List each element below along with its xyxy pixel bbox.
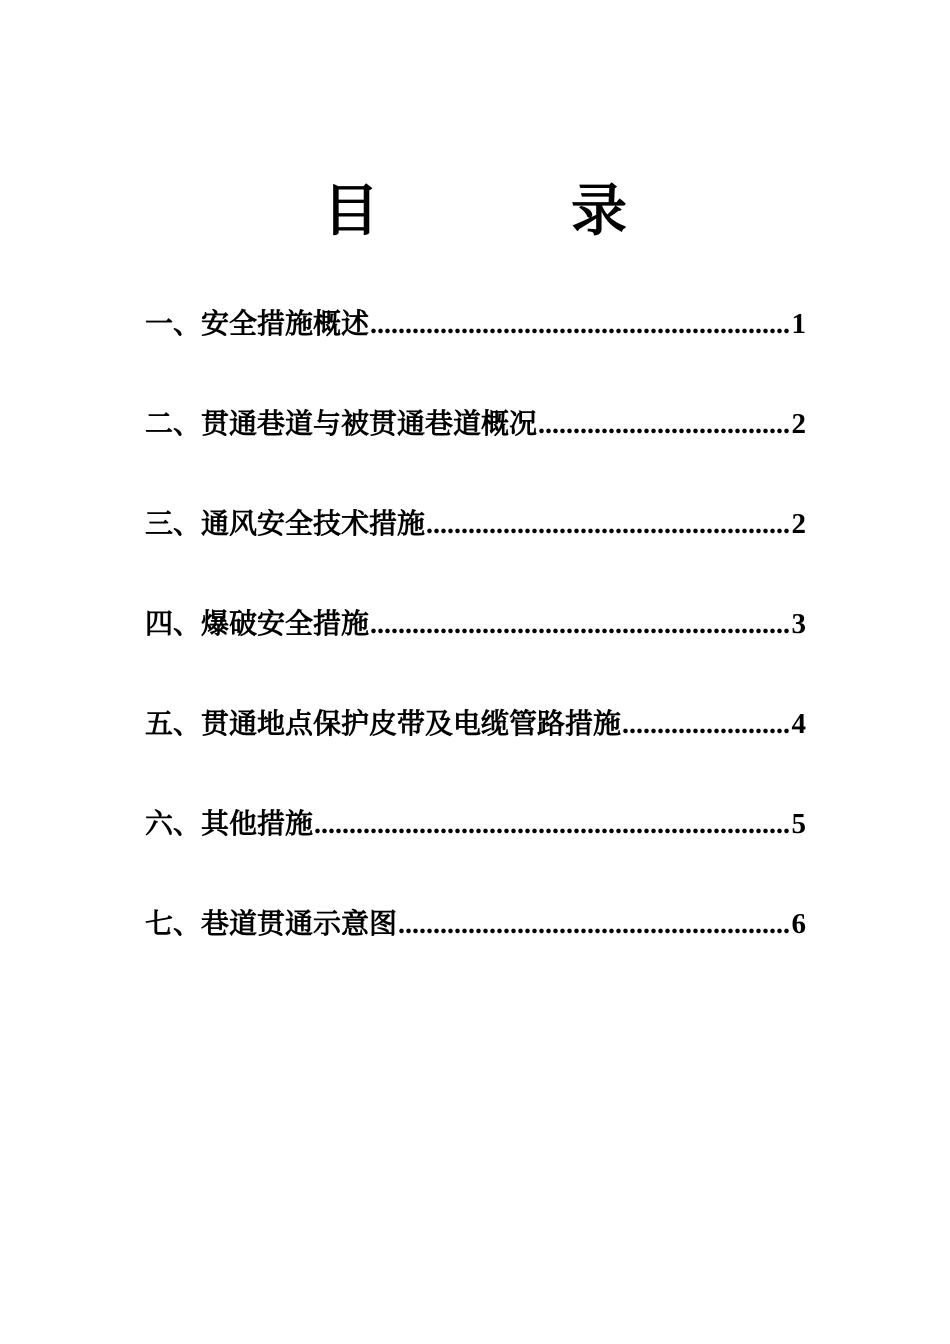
toc-dot-leader — [426, 503, 790, 547]
toc-entry-number: 五 — [145, 707, 174, 740]
toc-dot-leader — [398, 903, 790, 947]
toc-title: 目 录 — [323, 178, 695, 244]
toc-entry-title: 爆破安全措施 — [201, 607, 370, 640]
toc-entry-page: 3 — [791, 608, 806, 640]
toc-entry[interactable] — [145, 602, 806, 702]
toc-entry[interactable] — [145, 802, 806, 902]
toc-dot-leader — [314, 803, 790, 847]
toc-entry-page: 2 — [791, 508, 806, 540]
toc-list — [145, 302, 806, 1002]
toc-entry-separator: 、 — [173, 407, 202, 440]
toc-entry-number: 三 — [145, 507, 174, 540]
toc-entry-separator: 、 — [173, 807, 202, 840]
toc-entry-number: 二 — [145, 407, 174, 440]
toc-dot-leader — [370, 303, 790, 347]
toc-entry-title: 其他措施 — [201, 807, 314, 840]
toc-entry-separator: 、 — [173, 307, 202, 340]
toc-entry[interactable] — [145, 702, 806, 802]
toc-dot-leader — [622, 703, 790, 747]
toc-entry-title: 贯通巷道与被贯通巷道概况 — [201, 407, 538, 440]
toc-entry-title: 巷道贯通示意图 — [201, 907, 398, 940]
toc-entry-separator: 、 — [173, 907, 202, 940]
toc-entry[interactable] — [145, 302, 806, 402]
toc-entry-title: 安全措施概述 — [201, 307, 370, 340]
toc-entry-separator: 、 — [173, 507, 202, 540]
toc-entry-page: 2 — [791, 408, 806, 440]
toc-dot-leader — [370, 603, 790, 647]
toc-entry[interactable] — [145, 902, 806, 1002]
toc-entry-title: 通风安全技术措施 — [201, 507, 426, 540]
toc-entry-number: 四 — [145, 607, 174, 640]
toc-entry-page: 4 — [791, 708, 806, 740]
toc-entry[interactable] — [145, 502, 806, 602]
toc-dot-leader — [538, 403, 790, 447]
toc-entry-separator: 、 — [173, 607, 202, 640]
toc-entry-number: 一 — [145, 307, 174, 340]
toc-entry-number: 六 — [145, 807, 174, 840]
toc-entry-page: 6 — [791, 908, 806, 940]
toc-entry-page: 1 — [791, 308, 806, 340]
toc-entry-separator: 、 — [173, 707, 202, 740]
toc-entry[interactable] — [145, 402, 806, 502]
toc-entry-number: 七 — [145, 907, 174, 940]
toc-entry-page: 5 — [791, 808, 806, 840]
toc-entry-title: 贯通地点保护皮带及电缆管路措施 — [201, 707, 622, 740]
